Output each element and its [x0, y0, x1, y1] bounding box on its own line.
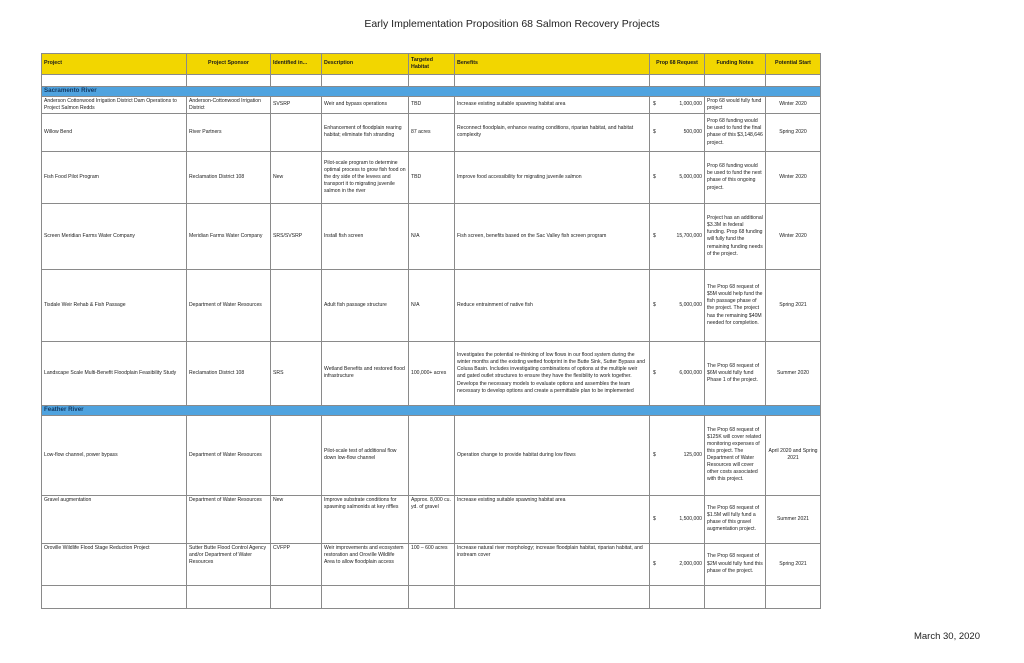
col-header-start: Potential Start: [766, 54, 821, 75]
currency-symbol: $: [653, 515, 656, 522]
cell-habitat: 100 – 600 acres: [409, 543, 455, 585]
col-header-request: Prop 68 Request: [650, 54, 705, 75]
cell-sponsor: Sutter Butte Flood Control Agency and/or Department of Water Resources: [187, 543, 271, 585]
cell-request: [650, 341, 705, 405]
cell-benefits: Improve food accessibility for migrating juvenile salmon: [455, 151, 650, 203]
cell-notes: Prop 68 would fully fund project: [705, 96, 766, 113]
cell-sponsor: Department of Water Resources: [187, 495, 271, 543]
cell-habitat: [409, 415, 455, 495]
col-header-sponsor: Project Sponsor: [187, 54, 271, 75]
cell-description: Enhancement of floodplain rearing habitat; eliminate fish stranding: [322, 113, 409, 151]
cell-identified: SRS: [271, 341, 322, 405]
cell-benefits: Reconnect floodplain, enhance rearing conditions, riparian habitat, and habitat complexity: [455, 113, 650, 151]
section-row-sacramento: [42, 87, 821, 97]
col-header-description: Description: [322, 54, 409, 75]
cell-habitat: 100,000+ acres: [409, 341, 455, 405]
table-row: [42, 203, 821, 269]
table-row: [42, 341, 821, 405]
cell-notes: The Prop 68 request of $6M would fully fund Phase 1 of the project.: [705, 341, 766, 405]
cell-notes: Project has an additional $3.3M in federal funding. Prop 68 funding will fully fund the remaining funding needs of the project.: [705, 203, 766, 269]
cell-benefits: Operation change to provide habitat during low flows: [455, 415, 650, 495]
cell-notes: The Prop 68 request of $5M would help fund the fish passage phase of the project. The project has the remaining $40M needed for completion.: [705, 269, 766, 341]
cell-notes: The Prop 68 request of $1.5M will fully fund a phase of this gravel augmentation project.: [705, 495, 766, 543]
request-amount: 6,000,000: [679, 369, 702, 376]
cell-project: Gravel augmentation: [42, 495, 187, 543]
header-row: [42, 54, 821, 75]
cell-project: Willow Bend: [42, 113, 187, 151]
table-row: [42, 269, 821, 341]
cell-benefits: Increase existing suitable spawning habitat area: [455, 495, 650, 543]
cell-sponsor: Anderson-Cottonwood Irrigation District: [187, 96, 271, 113]
cell-project: Oroville Wildlife Flood Stage Reduction Project: [42, 543, 187, 585]
currency-symbol: $: [653, 173, 656, 180]
cell-habitat: TBD: [409, 96, 455, 113]
col-header-benefits: Benefits: [455, 54, 650, 75]
cell-start: Winter 2020: [766, 96, 821, 113]
cell-request: [650, 495, 705, 543]
section-row-feather: [42, 405, 821, 415]
cell-request: [650, 269, 705, 341]
cell-description: Wetland Benefits and restored flood infrastructure: [322, 341, 409, 405]
cell-request: [650, 543, 705, 585]
cell-notes: The Prop 68 request of $2M would fully fund this phase of the project.: [705, 543, 766, 585]
request-amount: 500,000: [683, 128, 702, 135]
document-date: March 30, 2020: [913, 631, 980, 642]
cell-habitat: N/A: [409, 269, 455, 341]
cell-request: [650, 415, 705, 495]
cell-benefits: Fish screen, benefits based on the Sac Valley fish screen program: [455, 203, 650, 269]
empty-row: [42, 585, 821, 608]
cell-description: Pilot-scale test of additional flow down low-flow channel: [322, 415, 409, 495]
cell-habitat: Approx. 8,000 cu. yd. of gravel: [409, 495, 455, 543]
request-amount: 5,000,000: [679, 301, 702, 308]
table-row: [42, 151, 821, 203]
cell-request: [650, 113, 705, 151]
cell-notes: The Prop 68 request of $125K will cover related monitoring expenses of this project. The Department of Water Resources will cover other costs associated with this project.: [705, 415, 766, 495]
cell-identified: SRS/SVSRP: [271, 203, 322, 269]
cell-identified: [271, 415, 322, 495]
cell-project: Screen Meridian Farms Water Company: [42, 203, 187, 269]
col-header-notes: Funding Notes: [705, 54, 766, 75]
cell-description: Install fish screen: [322, 203, 409, 269]
cell-identified: SVSRP: [271, 96, 322, 113]
col-header-habitat: Targeted Habitat: [409, 54, 455, 75]
section-title: Sacramento River: [42, 87, 821, 97]
cell-project: Fish Food Pilot Program: [42, 151, 187, 203]
table-row: [42, 543, 821, 585]
cell-benefits: Increase existing suitable spawning habitat area: [455, 96, 650, 113]
cell-start: Winter 2020: [766, 151, 821, 203]
cell-notes: Prop 68 funding would be used to fund the final phase of this $3,148,646 project.: [705, 113, 766, 151]
cell-start: Winter 2020: [766, 203, 821, 269]
cell-description: Weir improvements and ecosystem restoration and Oroville Wildlife Area to allow floodplain access: [322, 543, 409, 585]
cell-sponsor: Meridian Farms Water Company: [187, 203, 271, 269]
cell-benefits: Increase natural river morphology; increase floodplain habitat, riparian habitat, and instream cover: [455, 543, 650, 585]
currency-symbol: $: [653, 101, 656, 108]
request-amount: 2,000,000: [679, 560, 702, 567]
table-row: [42, 96, 821, 113]
spacer-row: [42, 75, 821, 87]
cell-request: [650, 96, 705, 113]
cell-identified: New: [271, 495, 322, 543]
table-row: [42, 415, 821, 495]
cell-project: Anderson Cottonwood Irrigation District Dam Operations to Project Salmon Redds: [42, 96, 187, 113]
currency-symbol: $: [653, 301, 656, 308]
currency-symbol: $: [653, 128, 656, 135]
cell-description: Weir and bypass operations: [322, 96, 409, 113]
cell-sponsor: Department of Water Resources: [187, 415, 271, 495]
cell-project: Landscape Scale Multi-Benefit Floodplain Feasibility Study: [42, 341, 187, 405]
cell-start: Spring 2021: [766, 269, 821, 341]
request-amount: 1,000,000: [679, 101, 702, 108]
page-title: Early Implementation Proposition 68 Salmon Recovery Projects: [364, 18, 660, 30]
cell-habitat: TBD: [409, 151, 455, 203]
table-row: [42, 495, 821, 543]
cell-sponsor: Department of Water Resources: [187, 269, 271, 341]
cell-sponsor: Reclamation District 108: [187, 341, 271, 405]
cell-start: Spring 2021: [766, 543, 821, 585]
cell-start: Summer 2020: [766, 341, 821, 405]
col-header-project: Project: [42, 54, 187, 75]
col-header-identified: Identified in...: [271, 54, 322, 75]
currency-symbol: $: [653, 560, 656, 567]
cell-request: [650, 203, 705, 269]
cell-identified: CVFPP: [271, 543, 322, 585]
cell-benefits: Investigates the potential re-thinking of low flows in our flood system during the winter months and the existing wetted footprint in the Butte Sink, Sutter Bypass and Colusa Basin. Includes investigating combinations of options at the multiple weir and gated outlet structures to ensure they have the flexibility to work together. Develops the necessary models to evaluate options and assembles the team necessary to develop options and create a permittable plan to be implemented: [455, 341, 650, 405]
cell-identified: [271, 113, 322, 151]
cell-description: Improve substrate conditions for spawning salmonids at key riffles: [322, 495, 409, 543]
currency-symbol: $: [653, 451, 656, 458]
section-title: Feather River: [42, 405, 821, 415]
cell-sponsor: River Partners: [187, 113, 271, 151]
request-amount: 1,500,000: [679, 515, 702, 522]
currency-symbol: $: [653, 232, 656, 239]
cell-description: Adult fish passage structure: [322, 269, 409, 341]
cell-identified: New: [271, 151, 322, 203]
cell-project: Tisdale Weir Rehab & Fish Passage: [42, 269, 187, 341]
cell-habitat: 87 acres: [409, 113, 455, 151]
request-amount: 5,000,000: [679, 173, 702, 180]
request-amount: 15,700,000: [676, 232, 702, 239]
cell-sponsor: Reclamation District 108: [187, 151, 271, 203]
cell-notes: Prop 68 funding would be used to fund the next phase of this ongoing project.: [705, 151, 766, 203]
request-amount: 125,000: [683, 451, 702, 458]
projects-table: [41, 53, 821, 609]
cell-project: Low-flow channel, power bypass: [42, 415, 187, 495]
cell-benefits: Reduce entrainment of native fish: [455, 269, 650, 341]
table-row: [42, 113, 821, 151]
currency-symbol: $: [653, 369, 656, 376]
cell-identified: [271, 269, 322, 341]
cell-habitat: N/A: [409, 203, 455, 269]
cell-start: Summer 2021: [766, 495, 821, 543]
cell-start: April 2020 and Spring 2021: [766, 415, 821, 495]
cell-start: Spring 2020: [766, 113, 821, 151]
cell-request: [650, 151, 705, 203]
cell-description: Pilot-scale program to determine optimal process to grow fish food on the dry side of the levees and transport it to migrating juvenile salmon in the river: [322, 151, 409, 203]
